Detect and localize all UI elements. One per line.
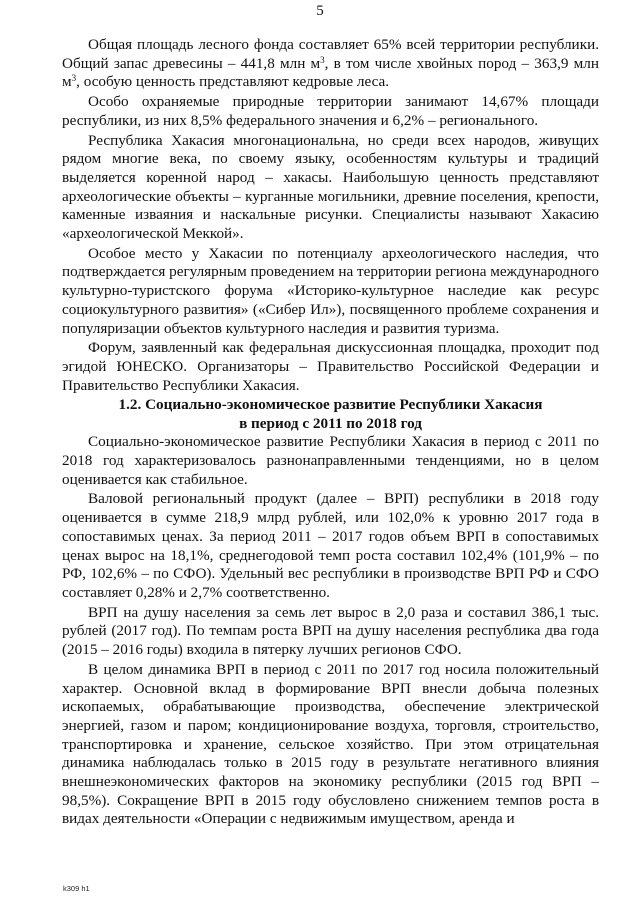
paragraph-forest <box>62 36 599 92</box>
superscript: 3 <box>71 73 77 84</box>
paragraph-text: , в том числе хвойных пород – 363,9 млн м <box>62 54 599 91</box>
paragraph-grp-dynamics: В целом динамика ВРП в период с 2011 по 2017 год носила положительный характер. Основной вклад в формирование ВРП внесли добыча полезных ископаемых, обрабатывающие производства, обеспечение электрической энергией, газом и паром; кондиционирование воздуха, торговля, строительство, транспортировка и хранение, сельское хозяйство. При этом отрицательная динамика наблюдалась только в 2015 году в результате негативного влияния внешнеэкономических факторов на экономику республики (2015 год ВРП – 98,5%). Сокращение ВРП в 2015 году обусловлено снижением темпов роста в видах деятельности «Операции с недвижимым имуществом, аренда и <box>62 660 599 828</box>
section-heading <box>62 395 599 433</box>
page-number: 5 <box>316 3 324 19</box>
footer-code: k309 h1 <box>63 884 90 893</box>
paragraph-forum: Форум, заявленный как федеральная дискуссионная площадка, проходит под эгидой ЮНЕСКО. Организаторы – Правительство Российской Федерации и Правительство Республики Хакасия. <box>62 339 599 394</box>
document-body <box>62 36 599 829</box>
paragraph-archaeology: Особое место у Хакасии по потенциалу археологического наследия, что подтверждается регулярным проведением на территории региона международного культурно-туристского форума «Историко-культурное наследие как ресурс социокультурного развития» («Сибер Ил»), посвященного проблеме сохранения и популяризации объектов культурного наследия и развития туризма. <box>62 244 599 337</box>
paragraph-text: , особую ценность представляют кедровые леса. <box>76 73 390 91</box>
paragraph-nationalities: Республика Хакасия многонациональна, но среди всех народов, живущих рядом многие века, по своему языку, особенностям культуры и традиций выделяется коренной народ – хакасы. Наибольшую ценность представляют археологические объекты – курганные могильники, древние поселения, крепости, каменные изваяния и наскальные рисунки. Специалисты называют Хакасию «археологической Меккой». <box>62 131 599 243</box>
section-heading-line2: в период с 2011 по 2018 год <box>239 415 422 433</box>
paragraph-overview: Социально-экономическое развитие Республики Хакасия в период с 2011 по 2018 год характеризовалось разнонаправленными тенденциями, но в целом оценивается как стабильное. <box>62 433 599 488</box>
section-heading-line1: 1.2. Социально-экономическое развитие Республики Хакасия <box>118 396 543 414</box>
paragraph-protected-areas: Особо охраняемые природные территории занимают 14,67% площади республики, из них 8,5% федерального значения и 6,2% – регионального. <box>62 93 599 129</box>
superscript: 3 <box>320 54 325 65</box>
paragraph-grp: Валовой региональный продукт (далее – ВРП) республики в 2018 году оценивается в сумме 218,9 млрд рублей, или 102,0% к уровню 2017 года в сопоставимых ценах. За период 2011 – 2017 годов объем ВРП в сопоставимых ценах вырос на 18,1%, среднегодовой темп роста составил 102,4% (101,9% – по РФ, 102,6% – по СФО). Удельный вес республики в производстве ВРП РФ и СФО составляет 0,28% и 2,7% соответственно. <box>62 490 599 601</box>
paragraph-text: Общая площадь лесного фонда составляет 65% всей территории республики. Общий запас древесины – 441,8 млн м <box>62 36 599 72</box>
paragraph-grp-per-capita: ВРП на душу населения за семь лет вырос в 2,0 раза и составил 386,1 тыс. рублей (2017 год). По темпам роста ВРП на душу населения республика два года (2015 – 2016 годы) входила в пятерку лучших регионов СФО. <box>62 603 599 659</box>
